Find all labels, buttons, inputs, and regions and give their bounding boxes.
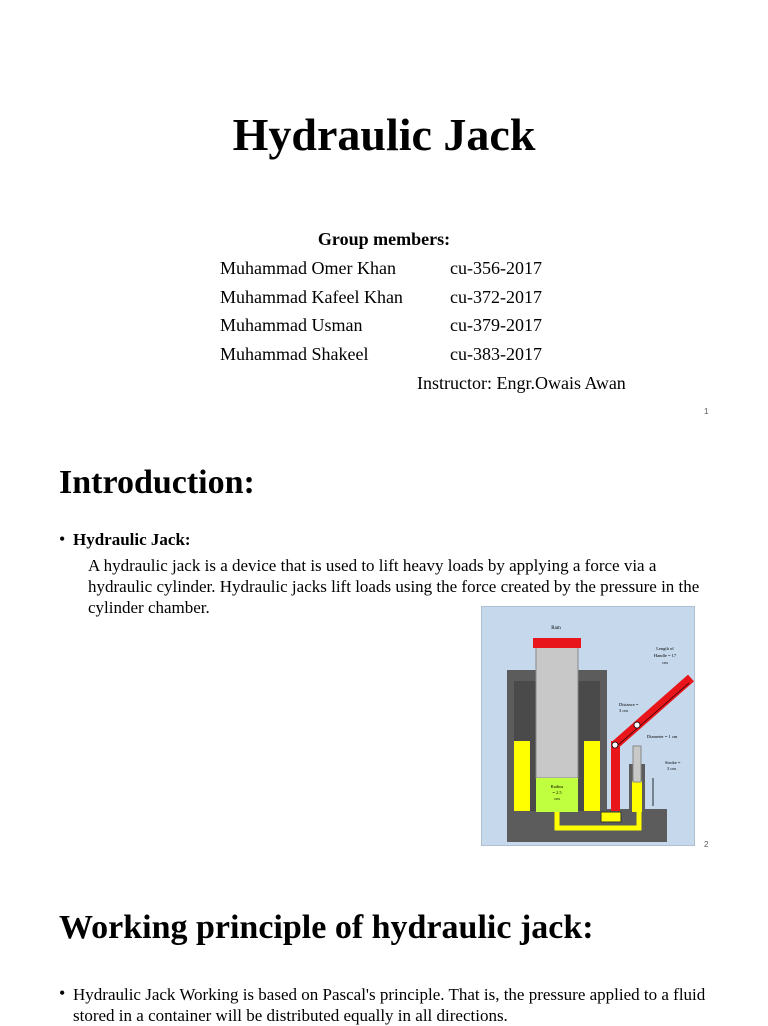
bullet-marker: • — [59, 983, 66, 1003]
stroke-label: Stroke = — [665, 760, 681, 765]
instructor-line: Instructor: Engr.Owais Awan — [417, 373, 626, 393]
handle-pivot — [612, 742, 618, 748]
stroke-label: 3 cm — [667, 766, 676, 771]
working-paragraph: Hydraulic Jack Working is based on Pascal's principle. That is, the pressure applied to a fluid stored in a container will be distributed equally in all directions. — [73, 985, 706, 1025]
handle-length-label: cm — [662, 660, 668, 665]
slide-2 — [0, 430, 768, 863]
radius-label: cm — [554, 796, 560, 801]
member-id: cu-356-2017 — [450, 258, 542, 278]
fluid-left — [514, 741, 530, 811]
member-id: cu-383-2017 — [450, 344, 542, 364]
section-heading: Introduction: — [59, 464, 255, 501]
ram-label: Ram — [551, 626, 561, 631]
group-members-heading: Group members: — [317, 229, 451, 249]
slide-title: Hydraulic Jack — [232, 109, 536, 160]
member-id: cu-379-2017 — [450, 315, 542, 335]
pump-piston — [633, 746, 641, 782]
radius-label: Radius — [550, 784, 564, 789]
handle-post — [611, 741, 620, 811]
slide-3 — [0, 863, 768, 1024]
section-heading: Working principle of hydraulic jack: — [59, 909, 594, 946]
ram — [536, 646, 578, 778]
member-name: Muhammad Usman — [220, 315, 363, 335]
radius-label: = 2.5 — [552, 790, 562, 795]
handle-length-label: Length of — [656, 646, 674, 651]
page-number: 1 — [704, 407, 709, 416]
handle-length-label: Handle = 17 — [653, 653, 677, 658]
distance-label: Distance = — [619, 702, 639, 707]
slide-1 — [0, 0, 768, 430]
bullet-heading: Hydraulic Jack: — [73, 530, 191, 549]
hydraulic-jack-diagram — [481, 606, 695, 846]
check-valve — [601, 812, 621, 822]
piston-joint — [634, 722, 640, 728]
member-id: cu-372-2017 — [450, 287, 542, 307]
fluid-right — [584, 741, 600, 811]
distance-label: 3 cm — [619, 708, 628, 713]
member-name: Muhammad Omer Khan — [220, 258, 396, 278]
ram-cap — [533, 638, 581, 648]
bullet-marker: • — [59, 529, 66, 549]
member-name: Muhammad Shakeel — [220, 344, 369, 364]
intro-paragraph: A hydraulic jack is a device that is used to lift heavy loads by applying a force via a hydraulic cylinder. Hydraulic jacks lift loads using the force created by the pressure in the cylinder chamber. — [88, 556, 700, 617]
diameter-label: Diameter = 1 cm — [647, 734, 678, 739]
member-name: Muhammad Kafeel Khan — [220, 287, 403, 307]
page-number: 2 — [704, 840, 709, 849]
pump-fluid — [632, 781, 642, 812]
